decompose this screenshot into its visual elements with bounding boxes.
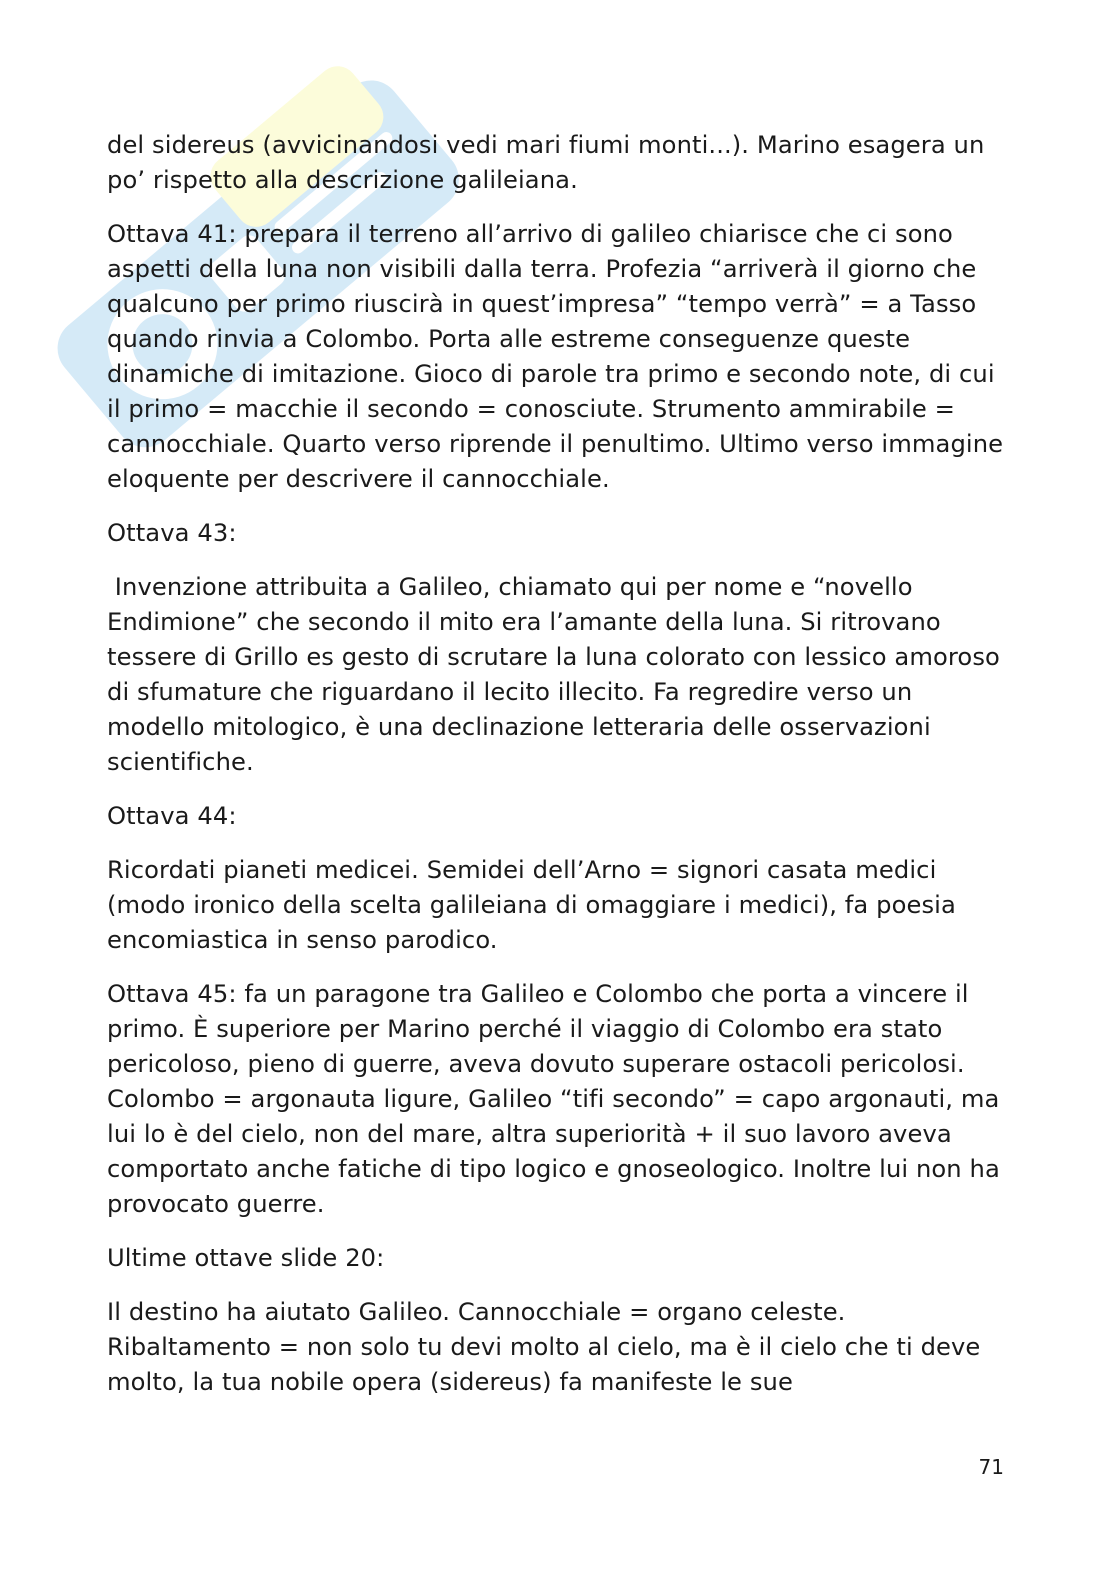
paragraph-ottava-45: Ottava 45: fa un paragone tra Galileo e Colombo che porta a vincere il primo. È superiore per Marino perché il viaggio di Colombo era stato pericoloso, pieno di guerre, aveva dovuto superare ostacoli pericolosi. Colombo = argonauta ligure, Galileo “tifi secondo” = capo argonauti, ma lui lo è del cielo, non del mare, altra superiorità + il suo lavoro aveva comportato anche fatiche di tipo logico e gnoseologico. Inoltre lui non ha provocato guerre. [107, 980, 1008, 1218]
heading-ottava-44: Ottava 44: [107, 802, 237, 830]
document-body [107, 128, 1012, 1419]
paragraph-ottava-43: Invenzione attribuita a Galileo, chiamato qui per nome e “novello Endimione” che secondo il mito era l’amante della luna. Si ritrovano tessere di Grillo es gesto di scrutare la luna colorato con lessico amoroso di sfumature che riguardano il lecito illecito. Fa regredire verso un modello mitologico, è una declinazione letteraria delle osservazioni scientifiche. [107, 573, 1008, 776]
paragraph-ultime-ottave: Il destino ha aiutato Galileo. Cannocchiale = organo celeste. Ribaltamento = non solo tu devi molto al cielo, ma è il cielo che ti deve molto, la tua nobile opera (sidereus) fa manifeste le sue [107, 1298, 989, 1396]
paragraph-ottava-44: Ricordati pianeti medicei. Semidei dell’Arno = signori casata medici (modo ironico della scelta galileiana di omaggiare i medici), fa poesia encomiastica in senso parodico. [107, 856, 964, 954]
paragraph-1: del sidereus (avvicinandosi vedi mari fiumi monti...). Marino esagera un po’ rispetto alla descrizione galileiana. [107, 131, 993, 194]
heading-ultime-ottave: Ultime ottave slide 20: [107, 1244, 385, 1272]
paragraph-ottava-41: Ottava 41: prepara il terreno all’arrivo di galileo chiarisce che ci sono aspetti della luna non visibili dalla terra. Profezia “arriverà il giorno che qualcuno per primo riuscirà in quest’impresa” “tempo verrà” = a Tasso quando rinvia a Colombo. Porta alle estreme conseguenze queste dinamiche di imitazione. Gioco di parole tra primo e secondo note, di cui il primo = macchie il secondo = conosciute. Strumento ammirabile = cannocchiale. Quarto verso riprende il penultimo. Ultimo verso immagine eloquente per descrivere il cannocchiale. [107, 220, 1011, 493]
page-number: 71 [978, 1455, 1004, 1479]
heading-ottava-43: Ottava 43: [107, 519, 237, 547]
